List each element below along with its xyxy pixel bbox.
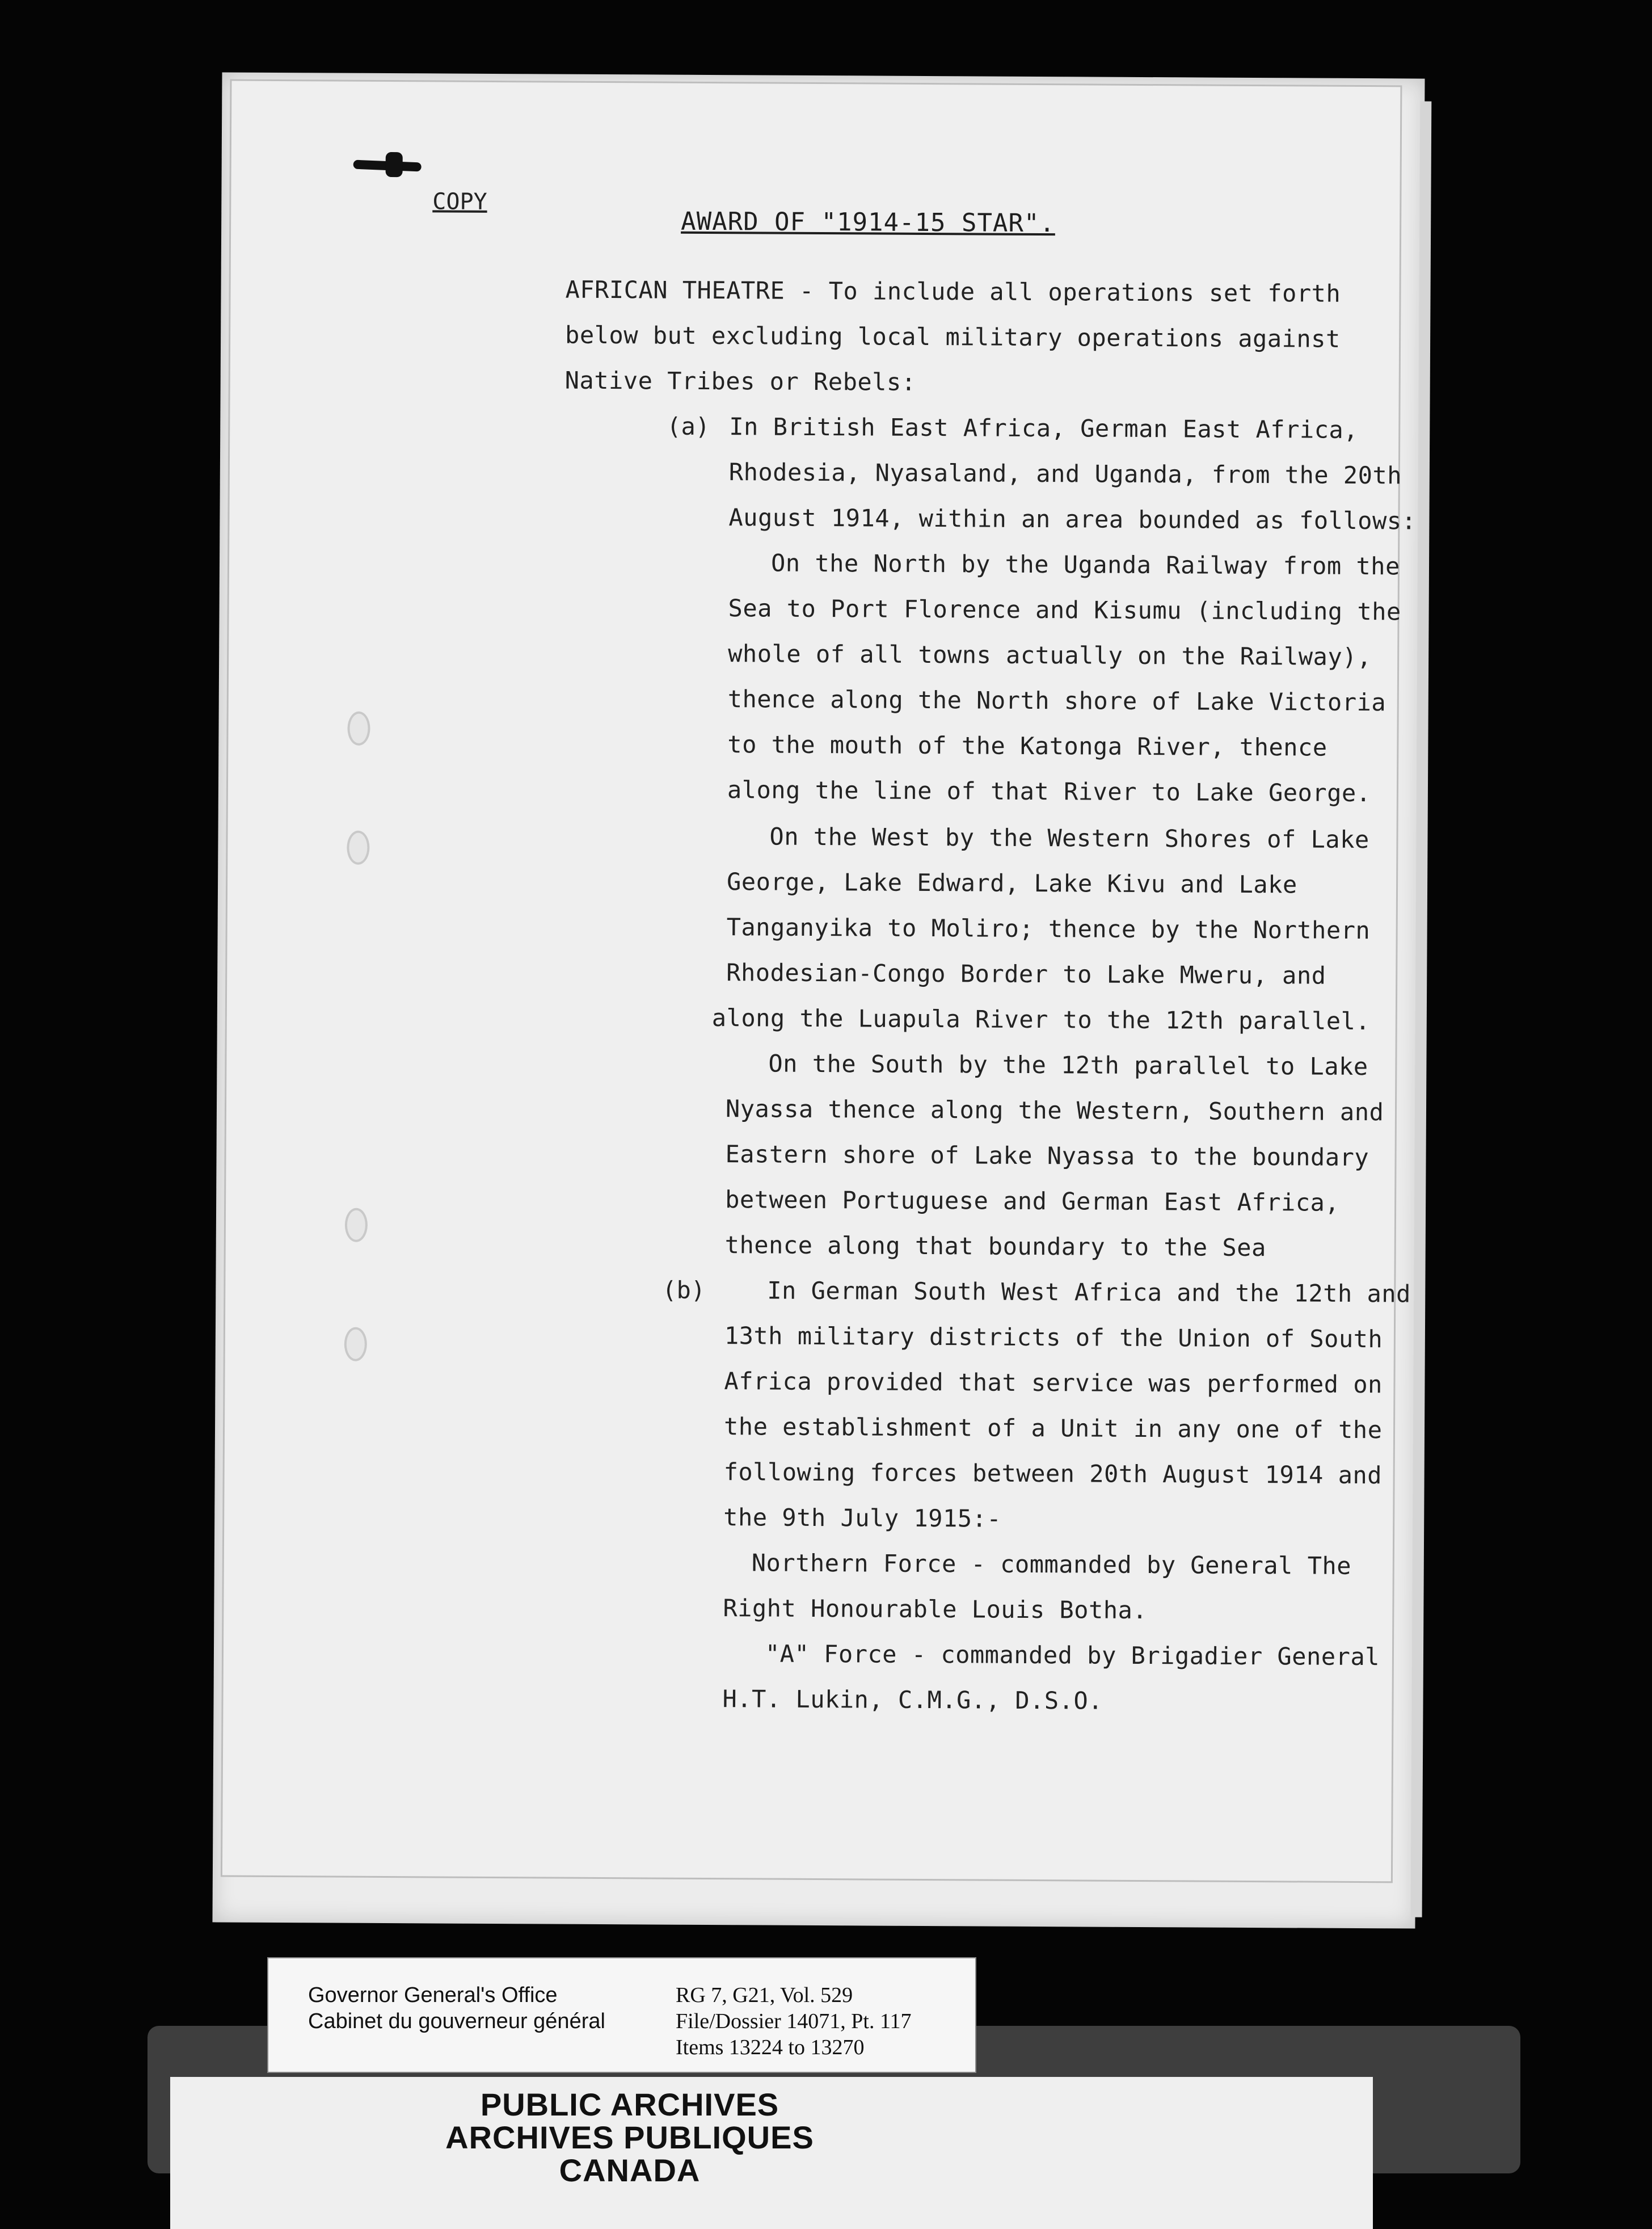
section-b-line: In German South West Africa and the 12th and — [767, 1276, 1411, 1308]
public-archives-label — [391, 2088, 868, 2187]
archive-reference-label — [267, 1957, 976, 2073]
section-a-label: (a) — [667, 412, 710, 440]
section-b-line: following forces between 20th August 1914 and — [723, 1458, 1383, 1490]
reference-line: File/Dossier 14071, Pt. 117 — [676, 2009, 912, 2033]
section-a-line: Rhodesia, Nyasaland, and Uganda, from the 20th — [728, 458, 1402, 490]
page-inner — [221, 79, 1417, 1883]
section-a-line: thence along that boundary to the Sea — [724, 1231, 1266, 1262]
section-b-line: Right Honourable Louis Botha. — [723, 1594, 1148, 1625]
section-a-line: thence along the North shore of Lake Victoria — [727, 685, 1386, 717]
intro-line: AFRICAN THEATRE - To include all operations set forth — [565, 275, 1341, 308]
section-a-line: Rhodesian-Congo Border to Lake Mweru, and — [726, 958, 1326, 990]
section-a-line: On the North by the Uganda Railway from the — [770, 549, 1400, 581]
reference-line: RG 7, G21, Vol. 529 — [676, 1983, 853, 2007]
section-a-line: to the mouth of the Katonga River, thence — [727, 730, 1328, 762]
section-b-line: "A" Force - commanded by Brigadier General — [765, 1639, 1380, 1671]
section-b-label: (b) — [662, 1276, 706, 1304]
section-b-line: the establishment of a Unit in any one of the — [723, 1412, 1383, 1444]
section-b-line: Northern Force - commanded by General The — [751, 1549, 1352, 1580]
section-b-line: H.T. Lukin, C.M.G., D.S.O. — [722, 1685, 1103, 1715]
document-page — [212, 72, 1425, 1928]
section-b-line: the 9th July 1915:- — [723, 1503, 1002, 1533]
office-french: Cabinet du gouverneur général — [308, 2009, 605, 2033]
section-a-line: Sea to Port Florence and Kisumu (including the — [728, 594, 1401, 626]
reference-line: Items 13224 to 13270 — [676, 2035, 865, 2059]
section-a-line: In British East Africa, German East Africa, — [729, 413, 1359, 444]
section-a-line: Eastern shore of Lake Nyassa to the boundary — [725, 1140, 1369, 1172]
section-a-line: whole of all towns actually on the Railway), — [728, 640, 1372, 671]
document-title: AWARD OF "1914-15 STAR". — [681, 207, 1056, 238]
intro-line: below but excluding local military operations against — [565, 321, 1341, 353]
section-a-line: along the line of that River to Lake George. — [727, 776, 1371, 808]
page-edge — [1411, 102, 1432, 1917]
section-a-line: On the South by the 12th parallel to Lake — [768, 1049, 1368, 1081]
office-block — [308, 1982, 605, 2034]
section-a-line: between Portuguese and German East Africa, — [725, 1185, 1340, 1217]
intro-line: Native Tribes or Rebels: — [564, 366, 916, 396]
section-a-line: Nyassa thence along the Western, Southern and — [725, 1095, 1384, 1126]
section-a-line: August 1914, within an area bounded as follows: — [728, 503, 1417, 535]
archives-line: CANADA — [559, 2152, 701, 2188]
archives-line: PUBLIC ARCHIVES — [480, 2087, 779, 2122]
office-english: Governor General's Office — [308, 1983, 558, 2007]
section-a-line: On the West by the Western Shores of Lake — [769, 822, 1369, 854]
reference-block — [676, 1982, 912, 2060]
copy-label: COPY — [432, 188, 487, 215]
document-body — [222, 81, 1417, 1882]
section-a-line: Tanganyika to Moliro; thence by the Northern — [726, 913, 1371, 945]
section-a-line: along the Luapula River to the 12th parallel. — [711, 1004, 1371, 1036]
archives-line: ARCHIVES PUBLIQUES — [445, 2119, 814, 2155]
section-a-line: George, Lake Edward, Lake Kivu and Lake — [726, 868, 1297, 899]
section-b-line: Africa provided that service was performed on — [724, 1367, 1383, 1399]
section-b-line: 13th military districts of the Union of South — [724, 1322, 1383, 1353]
